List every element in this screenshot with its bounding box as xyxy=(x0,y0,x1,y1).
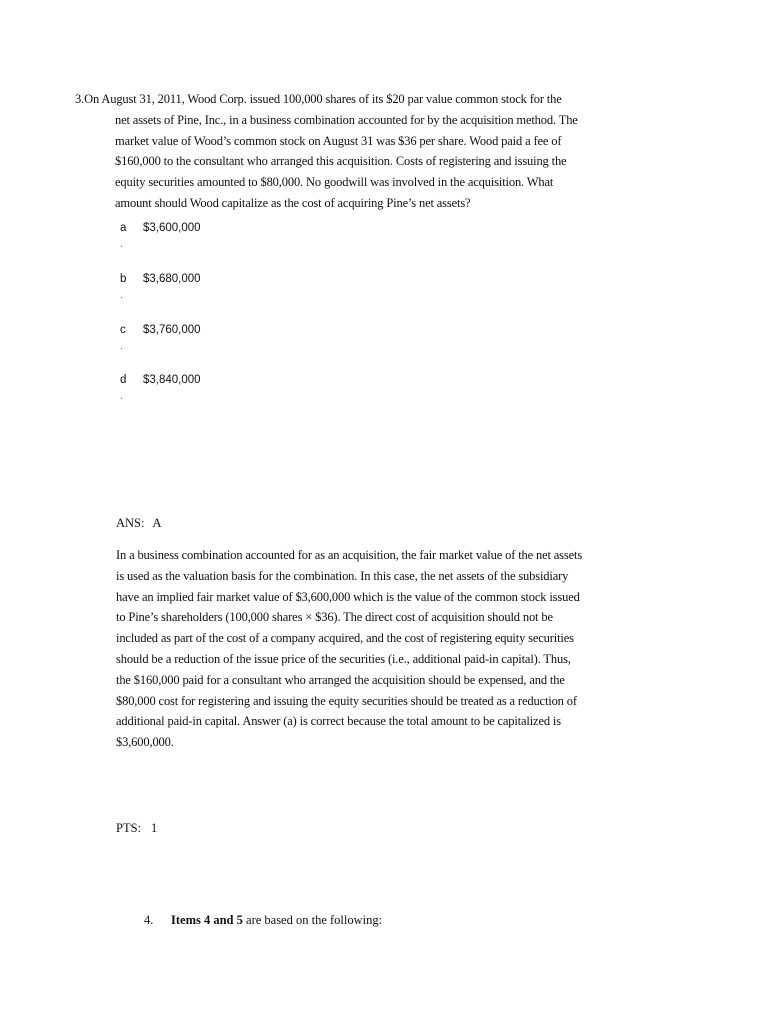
explanation-line: In a business combination accounted for as an acquisition, the fair market value of the net assets xyxy=(116,548,583,562)
explanation-line: is used as the valuation basis for the combination. In this case, the net assets of the subsidiary xyxy=(116,568,569,583)
explanation-line: should be a reduction of the issue price of the securities (i.e., additional paid-in capital). Thus, xyxy=(116,651,571,666)
points-value: 1 xyxy=(151,821,158,835)
explanation-line: have an implied fair market value of $3,600,000 which is the value of the common stock issued xyxy=(116,589,580,604)
answer xyxy=(116,516,162,531)
option-dot: . xyxy=(120,290,123,301)
option-letter: c xyxy=(120,324,126,336)
item-rest-text: are based on the following: xyxy=(242,913,383,927)
explanation xyxy=(116,545,676,753)
answer-value: A xyxy=(152,516,162,530)
option-letter: a xyxy=(120,222,127,234)
explanation-line: additional paid-in capital. Answer (a) is correct because the total amount to be capitalized is xyxy=(116,714,561,729)
option-dot: . xyxy=(120,391,123,402)
question-3 xyxy=(75,89,675,214)
option-letter: b xyxy=(120,273,127,285)
option-letter: d xyxy=(120,374,127,386)
option-amount: $3,840,000 xyxy=(143,374,201,386)
option-dot: . xyxy=(120,341,123,352)
explanation-line: the $160,000 paid for a consultant who arranged the acquisition should be expensed, and the xyxy=(116,672,565,687)
explanation-line: to Pine’s shareholders (100,000 shares × $36). The direct cost of acquisition should not be xyxy=(116,610,553,625)
item-bold-text: Items 4 and 5 xyxy=(171,913,243,927)
answer-label: ANS: xyxy=(116,516,145,530)
option-amount: $3,760,000 xyxy=(143,324,201,336)
option-amount: $3,680,000 xyxy=(143,273,201,285)
question-line: amount should Wood capitalize as the cost of acquiring Pine’s net assets? xyxy=(115,195,471,210)
option-amount: $3,600,000 xyxy=(143,222,201,234)
explanation-line: included as part of the cost of a company acquired, and the cost of registering equity securities xyxy=(116,631,574,646)
item-4-intro xyxy=(144,913,382,928)
question-line: net assets of Pine, Inc., in a business combination accounted for by the acquisition method. The xyxy=(115,112,578,127)
points xyxy=(116,821,157,836)
option-dot: . xyxy=(120,239,123,250)
question-line: $160,000 to the consultant who arranged this acquisition. Costs of registering and issuing the xyxy=(115,154,567,169)
question-line: market value of Wood’s common stock on August 31 was $36 per share. Wood paid a fee of xyxy=(115,133,562,148)
explanation-line: $80,000 cost for registering and issuing the equity securities should be treated as a reduction of xyxy=(116,693,577,708)
explanation-line: $3,600,000. xyxy=(116,735,174,750)
question-line: equity securities amounted to $80,000. No goodwill was involved in the acquisition. What xyxy=(115,175,554,190)
question-line: 3.On August 31, 2011, Wood Corp. issued 100,000 shares of its $20 par value common stock for the xyxy=(75,92,562,106)
points-label: PTS: xyxy=(116,821,142,835)
item-number: 4. xyxy=(144,913,154,927)
